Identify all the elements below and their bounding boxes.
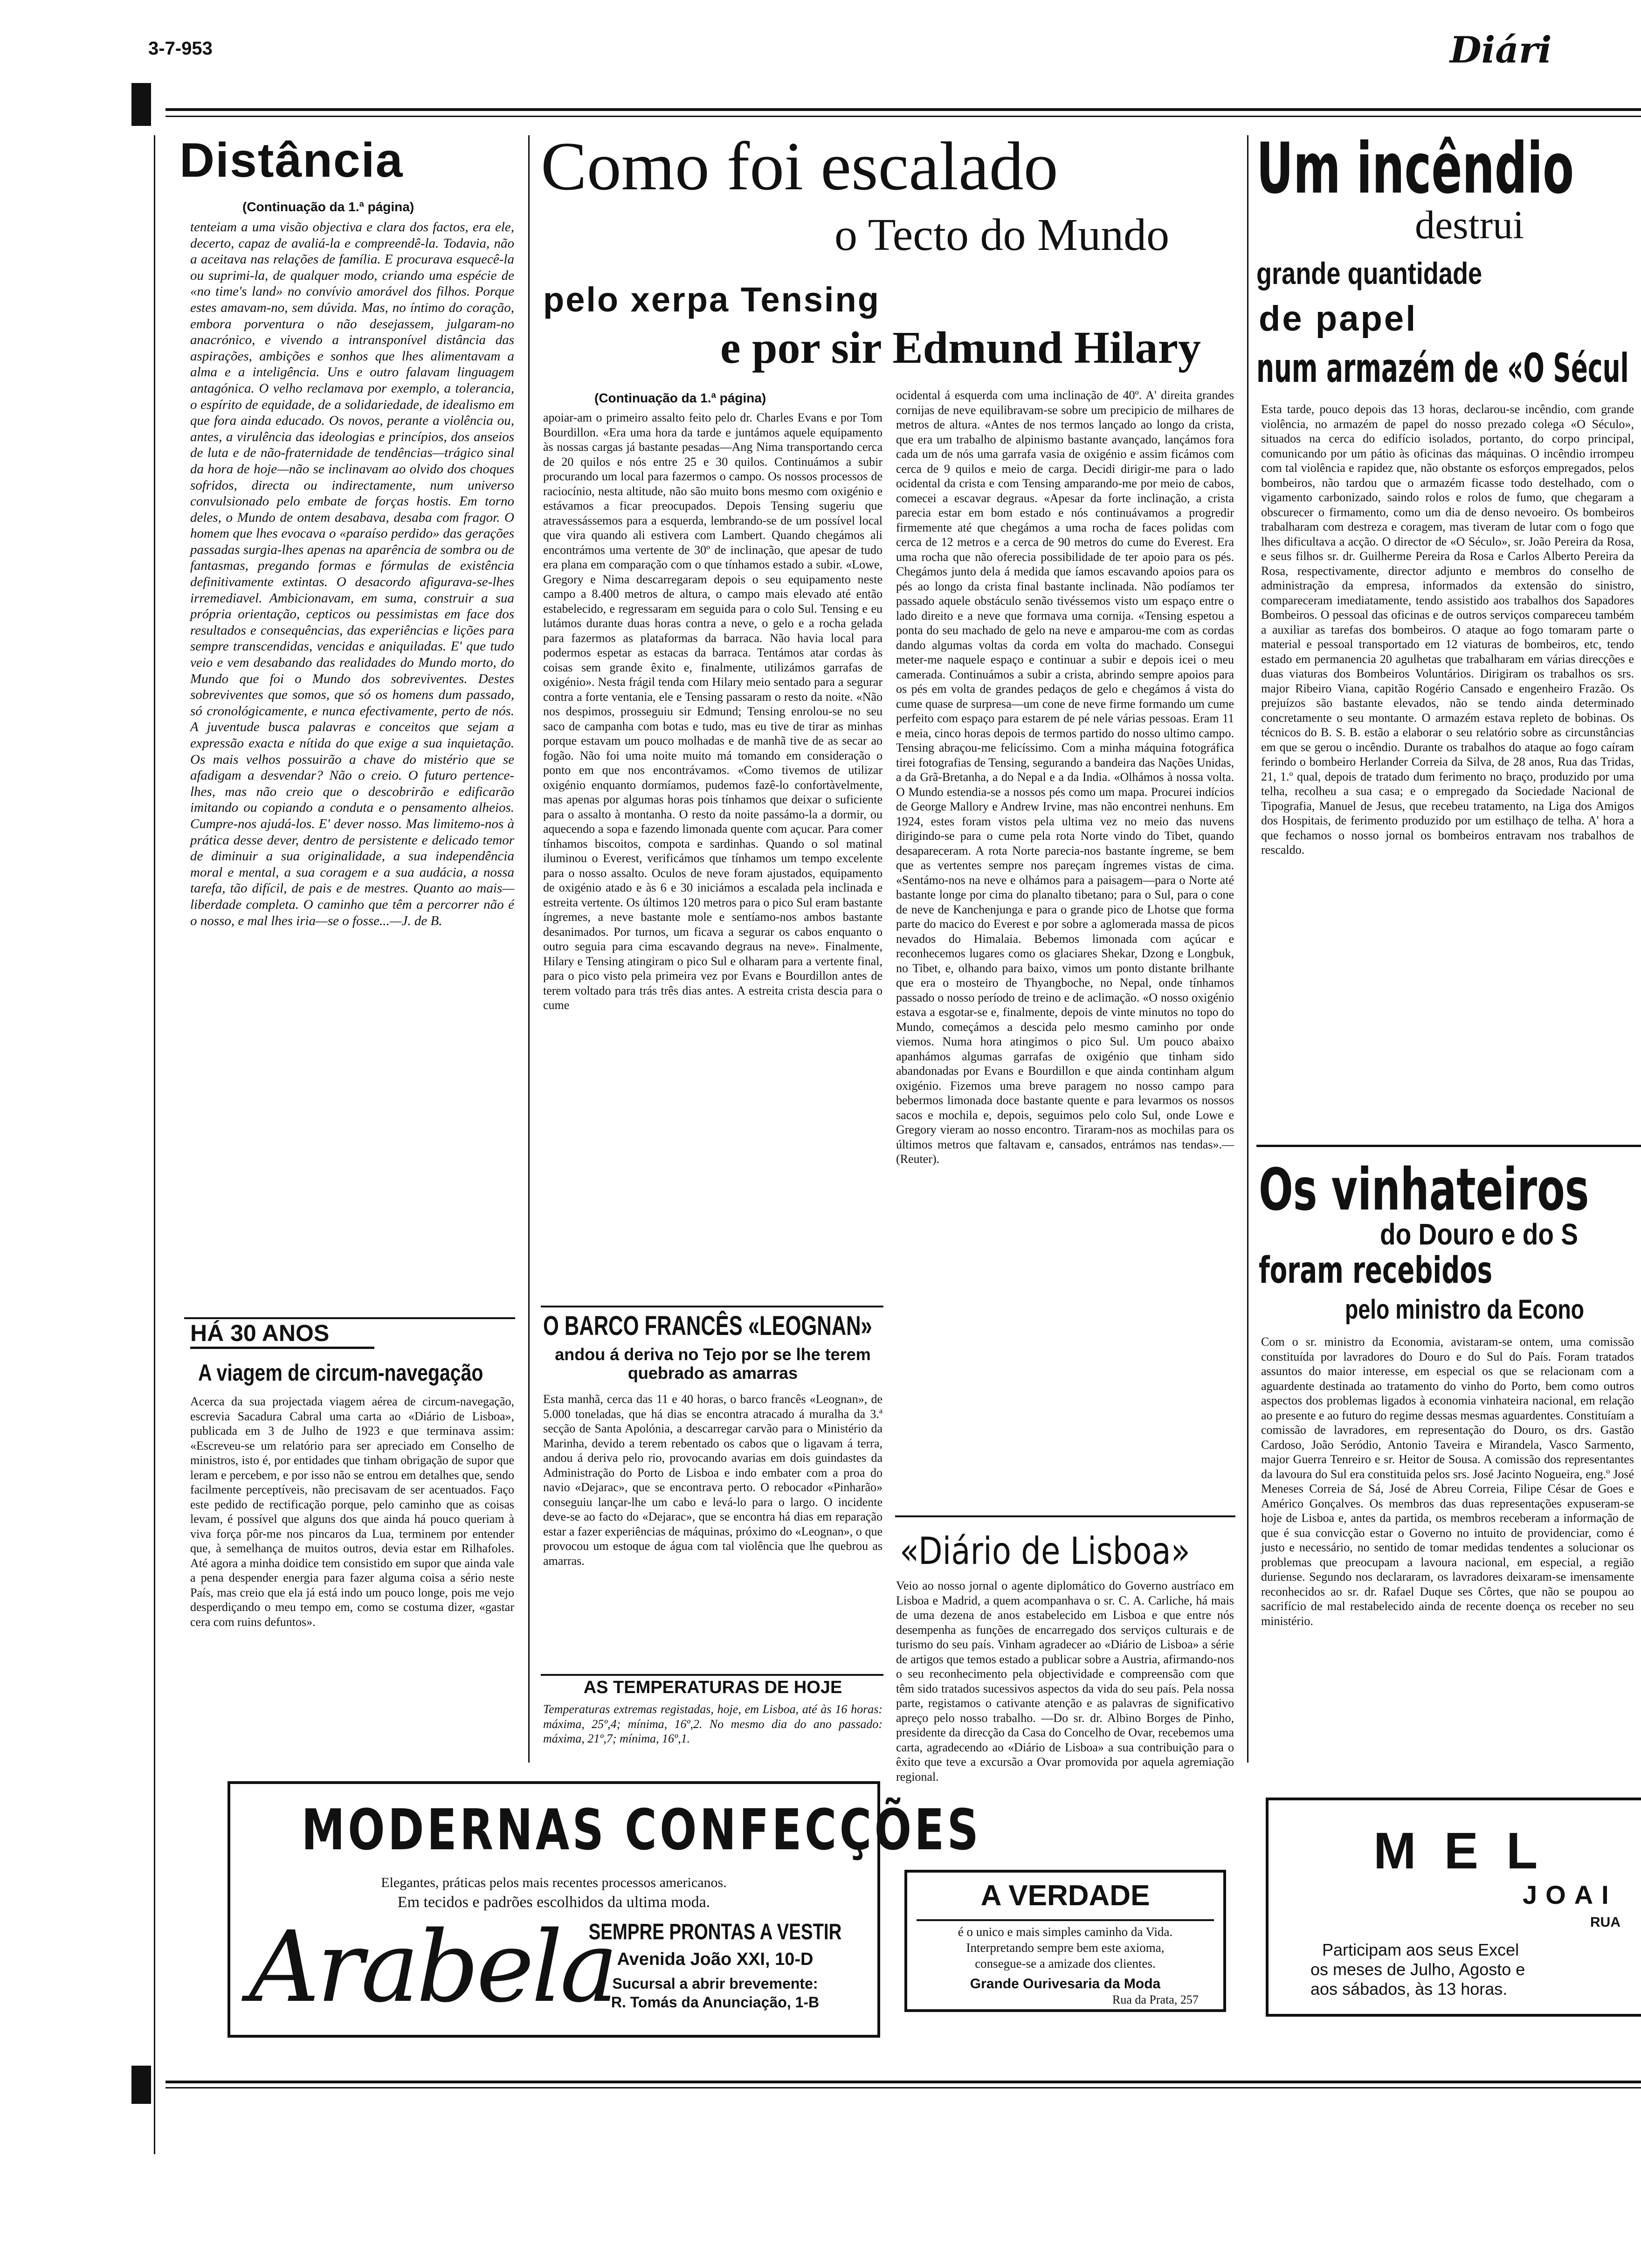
ad-mel-line4: os meses de Julho, Agosto e <box>1310 1960 1525 1979</box>
ha30-rule-top <box>184 1317 515 1319</box>
ad-verdade-line3: consegue-se a amizade dos clientes. <box>975 1957 1156 1971</box>
distancia-text: tenteiam a uma visão objectiva e clara dos factos, era ele, decerto, capaz de avaliá-la e compreendê-la. Todavia, não a aceitava nas relações de família. E procurava esquecê-la ou suprimi-la, de qualquer modo, criando uma espécie de «no time's land» no convívio amorável dos filhos. Porque estes amavam-no, sem dúvida. Mas, no íntimo do coração, embora porventura o não desejassem, julgaram-no anacrónico, e vivendo a intransponível distância das aspirações, ambições e sonhos que lhes alimentavam a alma e a inteligência. Uns e outro falavam linguagem antagónica. O velho reclamava por exemplo, a tolerancia, o espírito de equidade, de a solidariedade, de idealismo em que fora ainda educado. Os novos, perante a violência ou, antes, a virulência das ideologias e princípios, dos anseios de luta e de não-fraternidade de tendências—trágico sinal da hora de hoje—não se inclinavam ao olvido dos choques sofridos, directa ou indirectamente, num universo convulsionado pelo embate de forças hostis. Em torno deles, o Mundo de ontem desabava, desaba com fragor. O homem que lhes evocava o «paraíso perdido» das gerações passadas surgia-lhes apenas na aparência de sombra ou de fantasmas, pregando formas e fórmulas de existência definitivamente extintas. O desacordo afigurava-se-lhes irremediavel. Ambicionavam, em suma, construir a sua própria orientação, cepticos ou pessimistas em face dos resultados e consequências, das experiências e lições para sempre transcendidas, vencidas e aniquiladas. E' que tudo veio e vem desabando das realidades do Mundo morto, do Mundo que foi o Mundo dos sobreviventes. Destes sobreviventes que somos, que só os homens dum passado, só cronológicamente, e nunca efectivamente, perto de nós. A juventude busca palavras e conceitos que sejam a expressão exacta e nítida do que exige a sua inquietação. Os mais velhos possuirão a chave do mistério que se afadigam a desvendar? Não o creio. O futuro pertence-lhes, mas não creio que o descobrirão e edificarão imitando ou copiando a conduta e o pensamento alheios. Cumpre-nos ajudá-los. E' dever nosso. Mas limitemo-nos à prática desse dever, dentro de persistente e delicado temor de diminuir a sua originalidade, a sua independência moral e mental, a sua coragem e a sua audácia, a nossa tarefa, tão difícil, de pais e de mestres. Quanto ao mais—liberdade completa. O caminho que têm a percorrer não é o nosso, e mal lhes iria—se o fosse...—J. de B. <box>190 220 514 928</box>
page-date: 3-7-953 <box>148 38 213 59</box>
left-margin-rule <box>154 135 155 2154</box>
masthead: Diári <box>1450 29 1552 71</box>
ad-modernas-line3: SEMPRE PRONTAS A VESTIR <box>588 1920 842 1944</box>
ad-verdade-line5: Rua da Prata, 257 <box>1112 1993 1199 2006</box>
ad-verdade-title: A VERDADE <box>980 1880 1150 1912</box>
ad-modernas-line5: Sucursal a abrir brevemente: <box>612 1975 818 1992</box>
barco-rule <box>541 1306 883 1307</box>
ad-modernas-line2: Em tecidos e padrões escolhidos da ultima moda. <box>397 1894 710 1911</box>
ad-modernas-title: MODERNAS CONFECÇÕES <box>301 1798 982 1863</box>
tecto-title-line2: o Tecto do Mundo <box>834 210 1170 260</box>
tecto-continuation: (Continuação da 1.ª página) <box>594 391 766 405</box>
ad-mel-line5: aos sábados, às 13 horas. <box>1310 1979 1508 1998</box>
bottom-rule-thin <box>165 2087 1641 2088</box>
ad-mel <box>1266 1798 1641 2017</box>
vinhateiros-title-line1: Os vinhateiros <box>1259 1156 1589 1224</box>
vinhateiros-title-line2: do Douro e do S <box>1380 1217 1579 1251</box>
temperaturas-rule <box>541 1674 883 1676</box>
ha30-underline <box>190 1347 374 1349</box>
temperaturas-title: AS TEMPERATURAS DE HOJE <box>583 1678 842 1697</box>
column-rule-left <box>528 135 530 1763</box>
bottom-rule <box>165 2081 1641 2083</box>
incendio-text: Esta tarde, pouco depois das 13 horas, declarou-se incêndio, com grande violência, no armazém de papel do nosso prezado colega «O Século», situados na cerca do edifício isolados, portanto, do corpo principal, comunicando por um pátio às oficinas das máquinas. O incêndio irrompeu com tal violência e rapidez que, não obstante os esforços empregados, pelos bombeiros, não tardou que o armazém ficasse todo destelhado, com o vigamento carbonizado, saindo rolos e rolos de fumo, que chegaram a obscurecer o firmamento, como um dia de denso nevoeiro. Os bombeiros trabalharam com destreza e coragem, mas tiveram de lutar com o fogo que lhes dificultava a acção. O director de «O Século», sr. João Pereira da Rosa, e seus filhos sr. dr. Guilherme Pereira da Rosa e Carlos Alberto Pereira da Rosa, respectivamente, director adjunto e membros do conselho de administração da empresa, informados da extensão do sinistro, compareceram imediatamente, tendo assistido aos trabalhos dos Sapadores Bombeiros. O pessoal das oficinas e de outros serviços compareceu também a auxiliar as tarefas dos bombeiros. O ataque ao fogo tomaram parte o material e pessoal transportado em 12 viaturas de bombeiros, etc, tendo estado em permanencia 20 agulhetas que trabalharam em várias direcções e duas viaturas dos Bombeiros Voluntários. Dirigiram os trabalhos os srs. major Ribeiro Viana, capitão Rogério Cansado e engenheiro Frazão. Os prejuízos são bastante elevados, não se tendo ainda determinado concretamente o seu montante. O armazém estava repleto de bobinas. Os técnicos do B. S. B. estão a elaborar o seu relatório sobre as circunstâncias em que se gerou o incêndio. Durante os trabalhos do ataque ao fogo caíram ferindo o bombeiro Herlander Correia da Silva, de 28 anos, Rua das Tridas, 21, 1.º qual, depois de tratado dum ferimento no braço, produzido por uma telha, recolheu a sua casa; e o empregado da Sociedade Nacional de Tipografia, Manuel de Jesus, que recebeu tratamento, na Liga dos Amigos dos Hospitais, de ferimento produzido por um estilhaço de telha. A' hora a que fechamos o nosso jornal os bombeiros entravam nos trabalhos de rescaldo. <box>1261 402 1634 857</box>
tecto-title-line1: Como foi escalado <box>541 128 1058 205</box>
ad-mel-line1: JOAI <box>1523 1880 1617 1909</box>
vinhateiros-title-line3: foram recebidos <box>1259 1250 1493 1292</box>
ad-verdade-line2: Interpretando sempre bem este axioma, <box>966 1941 1165 1955</box>
top-rule <box>165 108 1641 111</box>
ad-mel-title: MEL <box>1373 1822 1566 1880</box>
barco-subtitle: andou á deriva no Tejo por se lhe terem quebrado as amarras <box>555 1345 871 1383</box>
distancia-title: Distância <box>179 133 404 187</box>
barco-title: O BARCO FRANCÊS «LEOGNAN» <box>543 1311 872 1341</box>
ad-modernas-line4: Avenida João XXI, 10-D <box>617 1950 814 1969</box>
tecto-col1: apoiar-am o primeiro assalto feito pelo dr. Charles Evans e por Tom Bourdillon. «Era uma hora da tarde e juntámos aquele equipamento às nossas cargas já bastante pesadas—Ang Nima transportando cerca de 20 quilos e nós entre 25 e 30 quilos. Continuámos a subir procurando um local para fazermos o campo. Os nossos processos de raciocínio, nesta altitude, não são muito bons mesmo com oxigénio e estávamos a ficar preocupados. Depois Tensing sugeriu que atravessássemos para a esquerda, lembrando-se de um possível local que vira quando ali estivera com Lambert. Quando chegámos ali encontrámos uma vertente de 30º de inclinação, que apesar de tudo era plana em comparação com o que tínhamos estado a subir. «Lowe, Gregory e Nima descarregaram depois o seu equipamento neste campo a 8.400 metros de altura, o campo mais elevado até então estabelecido, e regressaram em seguida para o colo Sul. Tensing e eu lutámos durante duas horas contra a neve, o gelo e a rocha gelada para fazermos as plataformas da barraca. Não havia local para podermos espetar as estacas da barraca. Tentámos atar cordas às coisas sem grande êxito e, finalmente, utilizámos garrafas de oxigénio». Nesta frágil tenda com Hilary meio sentado para a segurar contra a forte ventania, ele e Tensing passaram o resto da noite. «Não nos despimos, prosseguiu sir Edmund; Tensing enrolou-se no seu saco de campanha com botas e tudo, mas eu tive de tirar as minhas porque estavam um pouco molhadas e de manhã tive de as secar ao fogão. Não foi uma noite muito má tomando em consideração o ponto em que nos encontrávamos. «Como tivemos de utilizar oxigénio enquanto dormíamos, pudemos fazê-lo confortàvelmente, mas apenas por algumas horas pois tínhamos que deixar o suficiente para o assalto à montanha. O resto da noite passámo-la a dormir, ou aquecendo a sopa e fazendo limonada quente com açucar. Para comer tínhamos biscoitos, compota e sardinhas. Quando o sol matinal iluminou o Everest, verificámos que tínhamos um tempo excelente para o nosso assalto. Oculos de neve foram ajustados, equipamento de oxigénio atado e às 6 e 30 iniciámos a escalada pela inclinada e estreita vertente. Os últimos 120 metros para o pico Sul eram bastante íngremes, a neve bastante mole e sentíamo-nos ambos bastante desanimados. Por turnos, um ficava a segurar os cabos enquanto o outro seguia para cima escavando degraus na neve». Finalmente, Hilary e Tensing atingiram o pico Sul e olharam para a vertente final, para o pico visto pela primeira vez por Evans e Bourdillon antes de terem voltado para trás três dias antes. A estreita crista descia para o cume <box>543 411 883 1012</box>
top-rule-thin <box>165 116 1641 117</box>
ad-verdade-rule <box>917 1919 1214 1921</box>
tecto-title-line4: e por sir Edmund Hilary <box>720 323 1201 373</box>
ha30-label: HÁ 30 ANOS <box>190 1320 330 1346</box>
ad-a-verdade <box>904 1870 1226 2012</box>
vinhateiros-rule <box>1256 1145 1641 1147</box>
ad-verdade-line1: é o unico e mais simples caminho da Vida. <box>958 1925 1173 1939</box>
ad-mel-line3: Participam aos seus Excel <box>1322 1940 1519 1959</box>
ha30-title: A viagem de circum-navegação <box>198 1360 483 1386</box>
incendio-title-line4: de papel <box>1259 299 1418 339</box>
vinhateiros-title-line4: pelo ministro da Econo <box>1345 1294 1585 1325</box>
ha30-text: Acerca da sua projectada viagem aérea de circum-navegação, escrevia Sacadura Cabral uma carta ao «Diário de Lisboa», publicada em 3 de Julho de 1923 e que terminava assim: «Escreveu-se um relatório para ser apreciado em Conselho de ministros, isto é, por entidades que tinham obrigação de supor que leram e percebem, e por isso não se entrou em detalhes que, sendo facilmente perceptíveis, não precisavam de ser acentuados. Faço este pedido de rectificação porque, pelo caminho que as coisas levam, é possível que alguns dos que ainda há pouco queriam à viva força pôr-me nos pincaros da Lua, terminem por entender que, à semelhança de muitos outros, devia estar em Rilhafoles. Até agora a minha doidice tem consistido em supor que ainda vale a pena despender energia para fazer alguma coisa a sério neste País, mas creio que ela já está indo um pouco longe, pois me vejo desperdiçando o meu tempo em, como se costuma dizer, «gastar cera com ruins defuntos». <box>190 1395 514 1629</box>
tecto-col2: ocidental á esquerda com uma inclinação de 40º. A' direita grandes cornijas de neve equilibravam-se sobre um precipicio de milhares de metros de altura. «Antes de nos termos lançado ao longo da crista, que era um trabalho de alpinismo bastante avançado, lançámos fora cada um de nós uma garrafa vasia de oxigénio e assim ficámos com cerca de 9 quilos e meio de carga. Decidi dirigir-me para o lado ocidental da crista e com Tensing amparando-me por meio de cabos, comecei a escavar degraus. «Apesar da forte inclinação, a crista parecia estar em bom estado e nós continuávamos a progredir firmemente até que chegámos a uma rocha de faces polidas com cerca de 12 metros e a cerca de 90 metros do cume do Everest. Era uma rocha que não oferecia possibilidade de ter apoio para os pés. Chegámos junto dela á medida que íamos escavando apoios para os pés ao longo da crista final bastante inclinada. Não podíamos ter passado aquele obstáculo senão tivéssemos visto um espaço entre o lado direito e a neve que formava uma cornija. «Tensing espetou a ponta do seu machado de gelo na neve e amparou-me com as cordas dando algumas voltas da corda em volta do machado. Consegui meter-me naquele espaço e continuar a subir e depois icei o meu camerada. Continuámos a subir a crista, abrindo sempre apoios para os pés em volta de grandes pedaços de gelo e chegámos á vista do cume quase de surpresa—um cone de neve firme formando um cume perfeito com espaço para estarem de pé nele várias pessoas. Eram 11 e meia, cinco horas depois de termos partido do nosso ultimo campo. Tensing abraçou-me felicíssimo. Com a minha máquina fotográfica tirei fotografias de Tensing, segurando a bandeira das Nações Unidas, a da Grã-Bretanha, a do Nepal e a da India. «Olhámos à nossa volta. O Mundo estendia-se a nossos pés como um mapa. Procurei indícios de George Mallory e Andrew Irvine, mas não encontrei nenhuns. Em 1924, estes foram vistos pela ultima vez no meio das nuvens dirigindo-se para o cume pela rota Norte vindo do Tibet, quando desapareceram. A rota Norte parecia-nos bastante íngreme, se bem que as vertentes sempre nos pareçam íngremes vistas de cima. «Sentámo-nos na neve e olhámos para a paisagem—para o Norte até bastante longe por cima do planalto tibetano; para o Sul, para o cone de neve de Kanchenjunga e para o grande pico de Lhotse que forma parte do macico do Everest e por sobre a aglomerada massa de picos nevados do Himalaia. Bebemos limonada com açúcar e reconhecemos lugares como os glaciares Shekar, Dzong e Longbuk, no Tibet, e, olhando para baixo, vimos um ponto distante brilhante que era o mosteiro de Thyangboche, no Nepal, onde tínhamos passado o nosso período de treino e de aclimação. «O nosso oxigénio estava a esgotar-se e, finalmente, depois de vinte minutos no topo do Mundo, começámos a descida pelo mesmo caminho por onde viemos. Numa hora atingimos o pico Sul. Um pouco abaixo apanhámos algumas garrafas de oxigénio que tinham sido abandonadas por Evans e Bourdillon e que ainda continham algum oxigénio. Fizemos uma breve paragem no nosso campo para bebermos limonada doce bastante quente e para levarmos os nossos sacos e mochila e, depois, seguimos pelo colo Sul, onde Lowe e Gregory vieram ao nosso encontro. Tiraram-nos as mochilas para os últimos metros que faltavam e, cansados, entrámos nas tendas».—(Reuter). <box>896 388 1234 1166</box>
incendio-title-line2: destrui <box>1415 202 1524 247</box>
distancia-continuation: (Continuação da 1.ª página) <box>242 200 414 214</box>
incendio-title-line3: grande quantidade <box>1256 256 1482 290</box>
vinhateiros-text: Com o sr. ministro da Economia, avistaram-se ontem, uma comissão constituída por lavradores do Douro e do Sul do País. Foram tratados assuntos do maior interesse, em especial os que se relacionam com a aguardente destinada ao tratamento do vinho do Porto, bem como outros aspectos dos problemas ligados à economia vinhateira nacional, em relação ao presente e ao futuro do regime dessas mesmas aguardentes. Constituíam a comissão de lavradores, em representação do Douro, os drs. Gastão Cardoso, João Seródio, Antonio Taveira e Mirandela, Vasco Sarmento, major Guerra Tenreiro e sr. Heitor de Sousa. A comissão dos representantes da lavoura do Sul era constituida pelos srs. José Jacinto Nogueira, eng.º José Meneses Correia de Sá, José de Abreu Correia, Filipe César de Goes e Américo Gonçalves. Os membros das duas representações expuseram-se hoje de Lisboa e, antes da partida, os membros receberam a informação de que é sua convicção estar o Governo no intuito de providenciar, como é justo e necessário, no sentido de tomar medidas tendentes a solucionar os problemas que preocupam a lavoura nacional, em especial, a região duriense. Segundo nos declararam, os lavradores deixaram-se imensamente reconhecidos ao sr. dr. Rafael Duque ses Côrtes, que não se poupou ao sacrifício de mal restabelecido ainda de recente doença os receber no seu ministério. <box>1261 1335 1634 1628</box>
tecto-title-line3: pelo xerpa Tensing <box>543 280 880 319</box>
ad-modernas-confeccoes <box>228 1781 982 2038</box>
diario-title: «Diário de Lisboa» <box>900 1529 1190 1573</box>
barco-text: Esta manhã, cerca das 11 e 40 horas, o barco francês «Leognan», de 5.000 toneladas, que há dias se encontra atracado á muralha da 3.ª secção de Santa Apolónia, a descarregar carvão para o Ministério da Marinha, devido a terem rebentado os cabos que o ligavam á terra, andou á deriva pelo rio, provocando avarias em dois guindastes da Administração do Porto de Lisboa e indo embater com a proa do navio «Dejarac», que se encontrava perto. O rebocador «Pinharão» conseguiu lançar-lhe um cabo e levá-lo para o largo. O incidente deve-se ao facto do «Dejarac», que se encontra há dias em reparação estar a fazer experiências de máquinas, próximo do «Leognan», o que provocou um estoque de água com tal violência que lhe quebrou as amarras. <box>543 1392 883 1568</box>
diario-text: Veio ao nosso jornal o agente diplomático do Governo austríaco em Lisboa e Madrid, a quem acompanhava o sr. C. A. Carliche, há mais de uma dezena de anos estabelecido em Lisboa e que entre nós desempenha as funções de encarregado dos serviços culturais e de turismo do seu país. Vinham agradecer ao «Diário de Lisboa» a série de artigos que temos estado a publicar sobre a Austria, afirmando-nos o seu reconhecimento pela objectividade e compreensão com que têm sido tratados sucessivos aspectos da vida do seu país. Pela nossa parte, registamos o cativante atenção e as palavras de significativo apreço pelo nosso trabalho. —Do sr. dr. Albino Borges de Pinho, presidente da direcção da Casa do Concelho de Ovar, recebemos uma carta, agradecendo ao «Diário de Lisboa» a sua contribuição para o êxito que teve a excursão a Ovar promovida por aquela agremiação regional. <box>896 1579 1234 1784</box>
incendio-title-line5: num armazém de «O Sécul <box>1256 345 1629 392</box>
ad-verdade-line4: Grande Ourivesaria da Moda <box>970 1976 1161 1991</box>
ad-modernas-line1: Elegantes, práticas pelos mais recentes processos americanos. <box>381 1875 727 1890</box>
column-rule-right <box>1247 135 1248 1763</box>
temperaturas-text: Temperaturas extremas registadas, hoje, em Lisboa, até às 16 horas: máxima, 25º,4; mínima, 16º,2. No mesmo dia do ano passado: máxima, 21º,7; mínima, 16º,1. <box>543 1702 883 1745</box>
incendio-title-line1: Um incêndio <box>1256 128 1574 209</box>
ad-mel-line2: RUA <box>1590 1915 1620 1930</box>
margin-mark-bottom <box>131 2066 151 2104</box>
ad-modernas-signature: Arabela <box>249 1910 616 2024</box>
ad-modernas-line6: R. Tomás da Anunciação, 1-B <box>611 1994 820 2011</box>
diario-rule <box>895 1515 1235 1517</box>
margin-mark-top <box>131 83 151 126</box>
